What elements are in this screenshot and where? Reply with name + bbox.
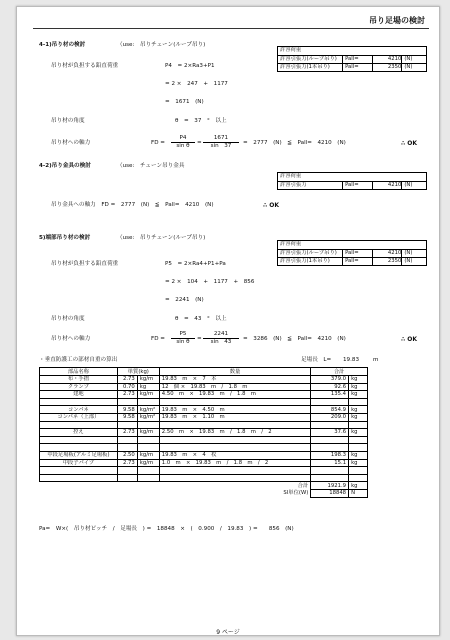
- s3-axial-label: 吊り材への軸力: [51, 336, 91, 342]
- s3-formula-1: P5 = 2×Ra4+P1+Pa: [165, 261, 226, 267]
- cell-unit-weight: [117, 474, 137, 482]
- s1-formula-1: P4 = 2×Ra3+P1: [165, 63, 215, 69]
- cell-unit: [137, 474, 159, 482]
- s3-frac2-num: 2241: [203, 331, 239, 339]
- cell-quantity: [159, 467, 311, 475]
- cell-unit-weight: 0.70: [117, 383, 137, 391]
- s1-allowable-box: [277, 46, 427, 72]
- total-unit: kg: [349, 482, 368, 490]
- cell-unit: kg/m: [137, 376, 159, 384]
- cell-quantity: 19.83 m × 7 本: [159, 376, 311, 384]
- cell-name: [40, 444, 118, 452]
- th-name: 部品名称: [40, 368, 118, 376]
- cell-unit: kg/m: [137, 391, 159, 399]
- table-row: [40, 444, 368, 452]
- s2-ok: ∴ OK: [263, 202, 280, 209]
- s1-fd: FD =: [151, 140, 165, 146]
- cell-total-unit: [349, 436, 368, 444]
- table-row: [40, 429, 368, 437]
- s3-box-r1: 許容引張力(ループ吊り): [280, 250, 337, 256]
- table-row: [40, 391, 368, 399]
- s1-frac2-den: sin 37: [210, 143, 232, 149]
- s2-box-r1u: (N): [401, 182, 426, 189]
- s3-frac1-den: sin θ: [176, 339, 190, 345]
- s1-ok: ∴ OK: [401, 140, 418, 147]
- s1-box-r1: 許容引張力(ループ吊り): [280, 56, 337, 62]
- document-page: 吊り足場の検討 4-1)吊り材の検討 （use: 吊りチェーン(ループ吊り) 許容荷重 許容引張力(ループ吊り) Pall= 4210 (N) 許容引張力(1本吊り) Pall= 2350 (N) 吊り材が負担する鉛直荷重 P4 = 2×Ra3+P1 = 2 × 247 + 1177 = 1671 (N) 吊り材の角度 θ = 37 ° 以上 吊り材への軸力 FD = $\frac{P4}{\text{sin θ}}$ = $\frac{1671}{\sin 37}$ = 2777 (N) ≦ Pall= 4210 (N) ∴ OK 4-2)吊り金具の検討 （use: チェーン吊り金具 許容荷重 許容引張力 Pall= 4210 (N) 吊り金具への軸力 FD = 2777 (N) ≦ Pall= 4210 (N) ∴ OK 5)端部吊り材の検討 （use: 吊りチェーン(ループ吊り) 許容荷重 許容引張力(ループ吊り) Pall= 4210 (N) 許容引張力(1本吊り) Pall= 2350 (N) 吊り材が負担する鉛直荷重 P5 = 2×Ra4+P1+Pa = 2 × 104 + 1177 + 856 = 2241 (N) 吊り材の角度 θ = 43 ° 以上 吊り材への軸力 FD = $\frac{P5}{\text{sin θ}}$ = $\frac{2241}{\sin 43}$ = 3286 (N) ≦ Pall= 4210 (N) ∴ OK ・垂直防護工の部材自重の算出 足場長 L= 19.83 m 部品名称 単質(kg) 数量 合計 布・手摺 2.73 kg/m 19.83 m × 7 本 379.0 kg クランプ 0.70 kg 12 個 × 19.83 m / 1.8 m 92.6 kg 建地 2.73 kg/m 4.50 m × 19.83 m / 1.8 m 135.4 kg コンパネ 9.58 kg/m² 19.83 m × 4.50 m 854.9 kg コンパネ（上部） 9.58 kg/m² 19.83 m × 1.10 m 209.0 kg 控え 2.73 kg/m 2.50 m × 19.83 m / 1.8 m / 2 37.6 kg 中段足場板(アルミ足場板) 2.50 kg/m 19.83 m × 4 枚 198.3 kg 中段子パイプ 2.73 kg/m 1.0 m × 19.83 m / 1.8 m / 2 15.1 kg 合計 1921.9 kg SI単位(W) 18848 N Pa= W×( 吊り材ピッチ / 足場長 ) = 18848 × ( 0.900 / 19.83 ) = 856 (N) 9 ページ: [16, 6, 440, 636]
- cell-unit: [137, 444, 159, 452]
- s3-frac1-num: P5: [171, 331, 195, 339]
- cell-quantity: [159, 436, 311, 444]
- cell-total-unit: [349, 398, 368, 406]
- s2-box-r1n: 4210: [372, 182, 402, 189]
- cell-unit: kg: [137, 383, 159, 391]
- cell-total-unit: [349, 467, 368, 475]
- s3-fraction-1: [171, 331, 195, 346]
- cell-name: [40, 467, 118, 475]
- s1-fraction-1: [171, 135, 195, 150]
- s1-box-title: 許容荷重: [280, 47, 302, 53]
- th-total: 合計: [311, 368, 368, 376]
- s3-formula-3: = 2241 (N): [165, 297, 204, 303]
- cell-unit: kg/m²: [137, 406, 159, 414]
- s1-box-r1n: 4210: [372, 56, 402, 63]
- cell-unit-weight: 2.73: [117, 429, 137, 437]
- table-row: [40, 474, 368, 482]
- cell-total: 37.6: [311, 429, 349, 437]
- table-row: [40, 376, 368, 384]
- cell-quantity: [159, 444, 311, 452]
- s2-heading: 4-2)吊り金具の検討: [39, 163, 91, 169]
- length-label: 足場長 L=: [301, 357, 332, 363]
- table-row: [40, 383, 368, 391]
- table-title: ・垂直防護工の部材自重の算出: [39, 357, 118, 363]
- cell-total: 379.0: [311, 376, 349, 384]
- s1-frac1-num: P4: [171, 135, 195, 143]
- cell-unit-weight: [117, 467, 137, 475]
- cell-total-unit: [349, 444, 368, 452]
- s1-heading: 4-1)吊り材の検討: [39, 42, 86, 48]
- cell-unit: kg/m: [137, 451, 159, 459]
- total-value: 1921.9: [311, 482, 349, 490]
- th-unit-weight: 単質(kg): [117, 368, 159, 376]
- cell-quantity: [159, 398, 311, 406]
- s1-box-r2: 許容引張力(1本吊り): [280, 64, 330, 70]
- cell-total-unit: kg: [349, 383, 368, 391]
- table-row: [40, 421, 368, 429]
- table-row: [40, 413, 368, 421]
- s3-use: （use: 吊りチェーン(ループ吊り): [117, 235, 206, 241]
- s1-box-r1v: Pall=: [342, 56, 372, 63]
- s1-box-r2u: (N): [401, 64, 426, 71]
- cell-name: 中段足場板(アルミ足場板): [40, 451, 118, 459]
- cell-total: [311, 474, 349, 482]
- s2-box-title: 許容荷重: [280, 173, 302, 179]
- cell-unit-weight: 2.73: [117, 391, 137, 399]
- s3-box-r1n: 4210: [372, 250, 402, 257]
- cell-unit-weight: [117, 436, 137, 444]
- s2-box-r1: 許容引張力: [280, 182, 307, 188]
- cell-total-unit: kg: [349, 429, 368, 437]
- s2-allowable-box: [277, 172, 427, 190]
- cell-total-unit: kg: [349, 413, 368, 421]
- s3-frac2-den: sin 43: [210, 339, 232, 345]
- s3-box-r2v: Pall=: [342, 258, 372, 265]
- cell-unit: [137, 421, 159, 429]
- s3-heading: 5)端部吊り材の検討: [39, 235, 91, 241]
- cell-total-unit: kg: [349, 391, 368, 399]
- cell-quantity: [159, 474, 311, 482]
- cell-total-unit: [349, 421, 368, 429]
- s3-formula-2: = 2 × 104 + 1177 + 856: [165, 279, 255, 285]
- cell-name: 控え: [40, 429, 118, 437]
- si-unit: N: [349, 489, 368, 497]
- page-number: 9 ページ: [216, 629, 240, 636]
- s1-box-r2v: Pall=: [342, 64, 372, 71]
- s3-fd: FD =: [151, 336, 165, 342]
- cell-total: 135.4: [311, 391, 349, 399]
- cell-unit-weight: 9.58: [117, 406, 137, 414]
- pa-line: Pa= W×( 吊り材ピッチ / 足場長 ) = 18848 × ( 0.900 / 19.83 ) = 856 (N): [39, 526, 294, 532]
- cell-unit: kg/m: [137, 459, 159, 467]
- cell-total: [311, 398, 349, 406]
- cell-unit-weight: 2.73: [117, 376, 137, 384]
- s3-box-r2: 許容引張力(1本吊り): [280, 258, 330, 264]
- cell-name: クランプ: [40, 383, 118, 391]
- length-unit: m: [373, 357, 379, 363]
- materials-table: [39, 367, 368, 498]
- s1-result: = 2777 (N) ≦ Pall= 4210 (N): [243, 140, 346, 146]
- si-label: SI単位(W): [40, 489, 311, 497]
- cell-name: [40, 436, 118, 444]
- cell-quantity: 19.83 m × 4.50 m: [159, 406, 311, 414]
- cell-name: 中段子パイプ: [40, 459, 118, 467]
- cell-unit: [137, 436, 159, 444]
- cell-total-unit: [349, 474, 368, 482]
- cell-quantity: 19.83 m × 4 枚: [159, 451, 311, 459]
- s3-result: = 3286 (N) ≦ Pall= 4210 (N): [243, 336, 346, 342]
- table-row: [40, 398, 368, 406]
- s1-formula-2: = 2 × 247 + 1177: [165, 81, 228, 87]
- cell-total: 854.9: [311, 406, 349, 414]
- cell-quantity: 4.50 m × 19.83 m / 1.8 m: [159, 391, 311, 399]
- s1-box-r2n: 2350: [372, 64, 402, 71]
- header-title: 吊り足場の検討: [369, 16, 425, 25]
- s3-angle-eq: θ = 43 ° 以上: [175, 316, 227, 322]
- total-label: 合計: [40, 482, 311, 490]
- cell-total: 92.6: [311, 383, 349, 391]
- s3-allowable-box: [277, 240, 427, 266]
- table-row: [40, 451, 368, 459]
- th-quantity: 数量: [159, 368, 311, 376]
- s3-box-r2n: 2350: [372, 258, 402, 265]
- table-row: [40, 467, 368, 475]
- cell-unit-weight: 2.50: [117, 451, 137, 459]
- cell-name: [40, 474, 118, 482]
- cell-unit-weight: 2.73: [117, 459, 137, 467]
- cell-quantity: [159, 421, 311, 429]
- cell-name: コンパネ: [40, 406, 118, 414]
- cell-unit: kg/m²: [137, 413, 159, 421]
- s2-use: （use: チェーン吊り金具: [117, 163, 185, 169]
- length-value: 19.83: [343, 357, 360, 363]
- s1-formula-3: = 1671 (N): [165, 99, 204, 105]
- cell-name: コンパネ（上部）: [40, 413, 118, 421]
- s3-load-label: 吊り材が負担する鉛直荷重: [51, 261, 119, 267]
- s1-load-label: 吊り材が負担する鉛直荷重: [51, 63, 119, 69]
- cell-total: [311, 467, 349, 475]
- s1-angle-label: 吊り材の角度: [51, 118, 85, 124]
- cell-quantity: 12 個 × 19.83 m / 1.8 m: [159, 383, 311, 391]
- cell-total: 198.3: [311, 451, 349, 459]
- s1-box-r1u: (N): [401, 56, 426, 63]
- table-row: [40, 436, 368, 444]
- cell-total: [311, 436, 349, 444]
- cell-unit-weight: 9.58: [117, 413, 137, 421]
- cell-unit: kg/m: [137, 429, 159, 437]
- cell-total-unit: kg: [349, 406, 368, 414]
- s1-angle-eq: θ = 37 ° 以上: [175, 118, 227, 124]
- cell-unit-weight: [117, 444, 137, 452]
- cell-unit: [137, 467, 159, 475]
- s1-frac1-den: sin θ: [176, 143, 190, 149]
- s2-line: 吊り金具への軸力 FD = 2777 (N) ≦ Pall= 4210 (N): [51, 202, 214, 208]
- s1-fraction-2: [203, 135, 239, 150]
- si-value: 18848: [311, 489, 349, 497]
- cell-quantity: 2.50 m × 19.83 m / 1.8 m / 2: [159, 429, 311, 437]
- cell-total: [311, 444, 349, 452]
- cell-total-unit: kg: [349, 376, 368, 384]
- s3-ok: ∴ OK: [401, 336, 418, 343]
- cell-total-unit: kg: [349, 459, 368, 467]
- s3-fraction-2: [203, 331, 239, 346]
- cell-total: [311, 421, 349, 429]
- cell-quantity: 1.0 m × 19.83 m / 1.8 m / 2: [159, 459, 311, 467]
- s3-angle-label: 吊り材の角度: [51, 316, 85, 322]
- cell-quantity: 19.83 m × 1.10 m: [159, 413, 311, 421]
- cell-name: [40, 398, 118, 406]
- cell-total: 15.1: [311, 459, 349, 467]
- s3-box-title: 許容荷重: [280, 241, 302, 247]
- s3-box-r2u: (N): [401, 258, 426, 265]
- s3-box-r1u: (N): [401, 250, 426, 257]
- s1-axial-label: 吊り材への軸力: [51, 140, 91, 146]
- s3-box-r1v: Pall=: [342, 250, 372, 257]
- cell-total: 209.0: [311, 413, 349, 421]
- cell-unit: [137, 398, 159, 406]
- s1-frac2-num: 1671: [203, 135, 239, 143]
- cell-unit-weight: [117, 398, 137, 406]
- s2-box-r1v: Pall=: [342, 182, 372, 189]
- table-row: [40, 459, 368, 467]
- cell-name: [40, 421, 118, 429]
- header-rule: [33, 28, 429, 29]
- cell-name: 布・手摺: [40, 376, 118, 384]
- s1-use: （use: 吊りチェーン(ループ吊り): [117, 42, 206, 48]
- cell-total-unit: kg: [349, 451, 368, 459]
- table-row: [40, 406, 368, 414]
- cell-unit-weight: [117, 421, 137, 429]
- cell-name: 建地: [40, 391, 118, 399]
